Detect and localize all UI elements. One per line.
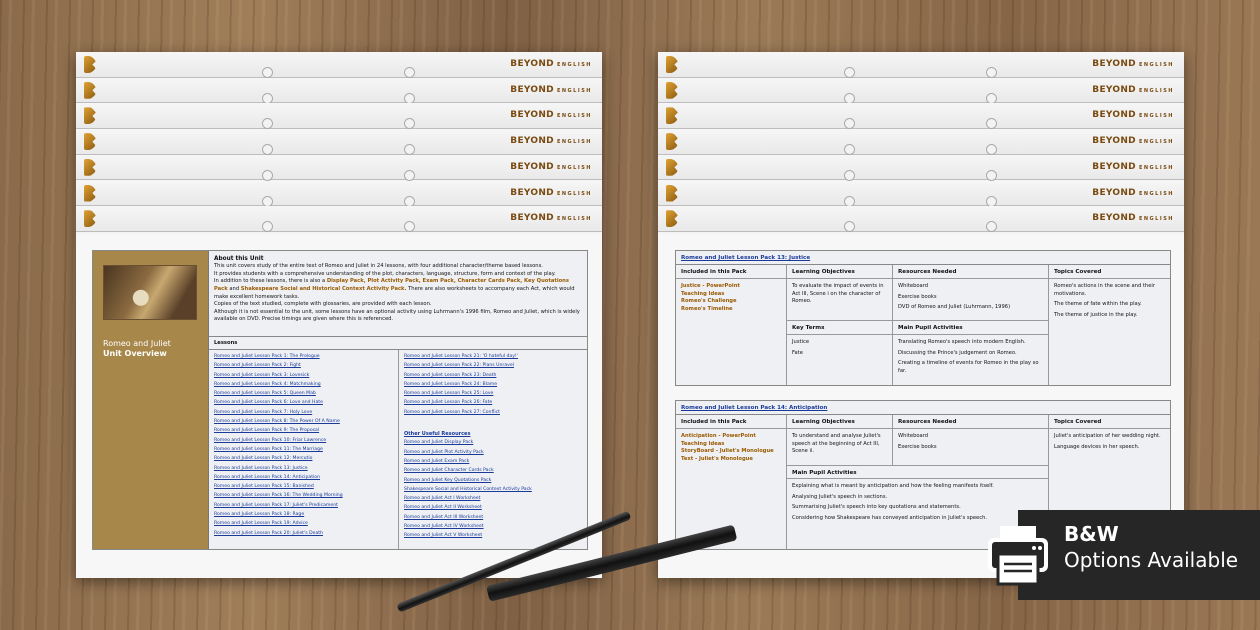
- brand-sub-text: ENGLISH: [1138, 113, 1174, 120]
- badge-title: B&W: [1064, 522, 1119, 546]
- lesson-link[interactable]: Romeo and Juliet Lesson Pack 21: 'O hateful day!': [404, 354, 519, 359]
- punch-hole: [262, 170, 273, 181]
- brand-name-text: BEYOND: [510, 213, 554, 224]
- beyond-logo-icon: [666, 82, 678, 99]
- key-term-list: [787, 335, 893, 385]
- lesson-link[interactable]: Romeo and Juliet Lesson Pack 17: Juliet's Predicament: [214, 502, 338, 508]
- unit-overview-document: [76, 52, 602, 578]
- brand-name: [1092, 188, 1174, 198]
- punch-hole: [262, 67, 273, 78]
- topic-item-list: [1049, 279, 1170, 385]
- beyond-logo-icon: [666, 133, 678, 150]
- lesson-link[interactable]: Romeo and Juliet Lesson Pack 12: Mercutio: [214, 456, 313, 462]
- brand-name: [510, 59, 592, 69]
- header-included: Included in this Pack: [676, 265, 787, 279]
- about-section: [209, 251, 587, 337]
- brand-sub-text: ENGLISH: [1138, 139, 1174, 146]
- page-header-strip: [76, 181, 602, 207]
- brand-name-text: BEYOND: [1092, 84, 1136, 95]
- resource-item: Whiteboard: [898, 283, 929, 289]
- sidebar-title: [103, 339, 171, 360]
- lesson-link[interactable]: Romeo and Juliet Lesson Pack 13: Justice: [214, 465, 308, 471]
- included-resource-link[interactable]: Teaching Ideas: [681, 290, 725, 297]
- unit-overview-table: [92, 250, 588, 550]
- printer-icon: [986, 524, 1050, 586]
- lesson-link[interactable]: Romeo and Juliet Lesson Pack 9: The Proposal: [214, 428, 320, 434]
- brand-name-text: BEYOND: [510, 136, 554, 147]
- activity-item: Translating Romeo's speech into modern English.: [898, 339, 1026, 345]
- punch-hole: [262, 93, 273, 104]
- resource-link-list: [404, 440, 582, 542]
- lesson-link[interactable]: Romeo and Juliet Lesson Pack 25: Love: [404, 391, 494, 397]
- punch-hole: [986, 221, 997, 232]
- resource-item: Exercise books: [898, 443, 937, 450]
- objectives-text: To understand and analyse Juliet's speech at the beginning of Act III, Scene ii.: [787, 429, 893, 465]
- punch-hole: [844, 93, 855, 104]
- punch-hole: [986, 170, 997, 181]
- brand-sub-text: ENGLISH: [1138, 164, 1174, 171]
- brand-sub-text: ENGLISH: [556, 139, 592, 146]
- punch-hole: [262, 221, 273, 232]
- topic-item: Juliet's anticipation of her wedding night.: [1054, 433, 1161, 439]
- brand-name: [1092, 110, 1174, 120]
- punch-hole: [986, 93, 997, 104]
- resource-link[interactable]: Romeo and Juliet Plot Activity Pack: [404, 449, 484, 455]
- resource-link[interactable]: Romeo and Juliet Act IV Worksheet: [404, 524, 484, 530]
- brand-name-text: BEYOND: [1092, 187, 1136, 198]
- header-included: Included in this Pack: [676, 415, 787, 429]
- header-objectives: Learning Objectives: [787, 265, 893, 279]
- page-header-strip: [76, 155, 602, 181]
- punch-hole: [844, 144, 855, 155]
- topic-item: Romeo's actions in the scene and their motivations.: [1054, 283, 1155, 297]
- brand-name: [1092, 59, 1174, 69]
- beyond-logo-icon: [84, 185, 96, 202]
- punch-hole: [404, 93, 415, 104]
- included-resource-link[interactable]: StoryBoard - Juliet's Monologue: [681, 448, 774, 455]
- included-resource-link[interactable]: Teaching Ideas: [681, 440, 725, 447]
- lesson-link[interactable]: Romeo and Juliet Lesson Pack 7: Holy Love: [214, 409, 313, 415]
- page-header-strip: [76, 206, 602, 232]
- brand-sub-text: ENGLISH: [556, 113, 592, 120]
- resource-link[interactable]: Romeo and Juliet Display Pack: [404, 440, 474, 446]
- resource-link[interactable]: Shakespeare Social and Historical Context Activity Pack.: [240, 285, 407, 292]
- sidebar: [93, 251, 209, 549]
- pack-title-link[interactable]: Romeo and Juliet Lesson Pack 13: Justice: [676, 251, 1170, 265]
- page-header-strip: [658, 52, 1184, 78]
- lesson-pack-13-table: [675, 250, 1171, 386]
- brand-name: [1092, 85, 1174, 95]
- lesson-link[interactable]: Romeo and Juliet Lesson Pack 4: Matchmaking: [214, 381, 321, 387]
- about-text: This unit covers study of the entire text of Romeo and Juliet in 24 lessons, with four additional character/theme based lessons.: [214, 263, 543, 270]
- lesson-link[interactable]: Romeo and Juliet Lesson Pack 27: Conflict: [404, 409, 500, 415]
- key-term: Justice: [792, 339, 810, 345]
- punch-hole: [844, 196, 855, 207]
- lesson-link[interactable]: Romeo and Juliet Lesson Pack 26: Fate: [404, 400, 493, 406]
- included-resource-link[interactable]: Romeo's Timeline: [681, 305, 733, 312]
- lesson-link[interactable]: Romeo and Juliet Lesson Pack 11: The Marriage: [214, 446, 323, 452]
- about-text: Although it is not essential to the unit, some lessons have an optional activity using Luhrmann's 1996 film, Romeo and Juliet, which is widely available on DVD. Precise timings are given where this is referenced.: [214, 308, 580, 323]
- lesson-link[interactable]: Romeo and Juliet Lesson Pack 10: Friar Lawrence: [214, 437, 327, 443]
- punch-hole: [404, 144, 415, 155]
- punch-hole: [986, 67, 997, 78]
- brand-sub-text: ENGLISH: [556, 87, 592, 94]
- resource-item-list: [893, 279, 1049, 321]
- topic-item: The theme of justice in the play.: [1054, 311, 1138, 318]
- resource-link[interactable]: Romeo and Juliet Act III Worksheet: [404, 514, 484, 520]
- page-header-strip: [658, 181, 1184, 207]
- page-header-strip: [658, 206, 1184, 232]
- resource-link[interactable]: Shakespeare Social and Historical Context Activity Pack: [404, 486, 532, 492]
- beyond-logo-icon: [84, 133, 96, 150]
- resource-item: Whiteboard: [898, 433, 929, 439]
- header-topics: Topics Covered: [1049, 415, 1170, 429]
- brand-name-text: BEYOND: [510, 110, 554, 121]
- brand-sub-text: ENGLISH: [1138, 87, 1174, 94]
- punch-hole: [262, 144, 273, 155]
- lesson-link[interactable]: Romeo and Juliet Lesson Pack 18: Rage: [214, 512, 305, 518]
- punch-hole: [404, 118, 415, 129]
- activity-item: Explaining what is meant by anticipation and how the feeling manifests itself.: [792, 483, 994, 489]
- front-page: [76, 234, 602, 578]
- topic-item: The theme of fate within the play.: [1054, 301, 1142, 308]
- about-text: In addition to these lessons, there is also a: [214, 278, 326, 285]
- brand-name-text: BEYOND: [1092, 59, 1136, 69]
- about-text: and: [229, 285, 240, 292]
- topic-item: Language devices in her speech.: [1054, 443, 1140, 450]
- bw-options-badge: [1018, 510, 1260, 600]
- resource-link[interactable]: Romeo and Juliet Act II Worksheet: [404, 505, 482, 511]
- punch-hole: [404, 196, 415, 207]
- lesson-link[interactable]: Romeo and Juliet Lesson Pack 5: Queen Mab: [214, 391, 316, 397]
- other-resources-heading[interactable]: Other Useful Resources: [404, 431, 471, 438]
- punch-hole: [404, 67, 415, 78]
- brand-name: [510, 110, 592, 120]
- punch-hole: [262, 196, 273, 207]
- lesson-link[interactable]: Romeo and Juliet Lesson Pack 24: Blame: [404, 381, 498, 387]
- resource-link[interactable]: Romeo and Juliet Act I Worksheet: [404, 496, 481, 502]
- page-header-strip: [76, 78, 602, 104]
- objectives-text: To evaluate the impact of events in Act III, Scene i on the character of Romeo.: [787, 279, 893, 321]
- beyond-logo-icon: [84, 159, 96, 176]
- about-text: There are also worksheets to accompany each Act, which would make excellent homework tasks.: [214, 285, 575, 300]
- lesson-packs-document: [658, 52, 1184, 578]
- header-activities: Main Pupil Activities: [893, 321, 1049, 335]
- brand-sub-text: ENGLISH: [1138, 190, 1174, 197]
- resource-item-list: [893, 429, 1049, 465]
- badge-subtitle: Options Available: [1064, 548, 1239, 572]
- activity-item-list: [893, 335, 1049, 385]
- resource-link[interactable]: Romeo and Juliet Key Quotations Pack: [404, 477, 492, 483]
- included-resource-link-list: [676, 279, 787, 385]
- resource-link[interactable]: Romeo and Juliet Exam Pack: [404, 458, 470, 464]
- brand-sub-text: ENGLISH: [556, 190, 592, 197]
- header-topics: Topics Covered: [1049, 265, 1170, 279]
- resource-item: Exercise books: [898, 293, 937, 300]
- brand-name-text: BEYOND: [510, 59, 554, 69]
- activity-item: Summarising Juliet's speech into key quotations and statements.: [792, 504, 961, 511]
- brand-name-text: BEYOND: [510, 187, 554, 198]
- brand-name: [510, 213, 592, 223]
- brand-sub-text: ENGLISH: [556, 164, 592, 171]
- lesson-link[interactable]: Romeo and Juliet Lesson Pack 15: Banished: [214, 484, 314, 490]
- brand-name: [1092, 136, 1174, 146]
- lesson-link[interactable]: Romeo and Juliet Lesson Pack 16: The Wedding Morning: [214, 493, 343, 499]
- punch-hole: [404, 221, 415, 232]
- lesson-link[interactable]: Romeo and Juliet Lesson Pack 23: Death: [404, 372, 497, 378]
- punch-hole: [986, 144, 997, 155]
- lesson-link[interactable]: Romeo and Juliet Lesson Pack 2: Fight: [214, 363, 301, 369]
- brand-name: [510, 188, 592, 198]
- resource-item: DVD of Romeo and Juliet (Luhrmann, 1996): [898, 304, 1011, 311]
- lessons-column-1: [209, 350, 399, 549]
- header-resources: Resources Needed: [893, 415, 1049, 429]
- brand-name-text: BEYOND: [510, 84, 554, 95]
- punch-hole: [844, 221, 855, 232]
- pack-title-link[interactable]: Romeo and Juliet Lesson Pack 14: Anticipation: [676, 401, 1170, 415]
- punch-hole: [404, 170, 415, 181]
- about-heading: About this Unit: [214, 256, 264, 262]
- brand-name-text: BEYOND: [1092, 161, 1136, 172]
- resource-link[interactable]: Romeo and Juliet Act V Worksheet: [404, 533, 483, 539]
- lesson-link[interactable]: Romeo and Juliet Lesson Pack 14: Anticipation: [214, 474, 320, 480]
- page-header-strip: [658, 78, 1184, 104]
- brand-name: [1092, 162, 1174, 172]
- brand-name-text: BEYOND: [1092, 110, 1136, 121]
- key-term: Fate: [792, 349, 803, 356]
- included-resource-link[interactable]: Justice - PowerPoint: [681, 283, 740, 289]
- lesson-link[interactable]: Romeo and Juliet Lesson Pack 8: The Power Of A Name: [214, 419, 340, 425]
- brand-name-text: BEYOND: [1092, 213, 1136, 224]
- header-objectives: Learning Objectives: [787, 415, 893, 429]
- punch-hole: [986, 196, 997, 207]
- beyond-logo-icon: [666, 107, 678, 124]
- punch-hole: [986, 118, 997, 129]
- brand-sub-text: ENGLISH: [556, 216, 592, 223]
- lesson-link[interactable]: Romeo and Juliet Lesson Pack 22: Plans Unravel: [404, 363, 514, 369]
- lesson-link-list: [404, 354, 582, 419]
- sidebar-title-line1: Romeo and Juliet: [103, 339, 171, 348]
- page-header-strip: [658, 155, 1184, 181]
- brand-name: [510, 136, 592, 146]
- beyond-logo-icon: [84, 107, 96, 124]
- brand-name: [1092, 213, 1174, 223]
- lesson-link[interactable]: Romeo and Juliet Lesson Pack 1: The Prologue: [214, 354, 320, 359]
- sidebar-title-line2: Unit Overview: [103, 349, 167, 359]
- beyond-logo-icon: [84, 210, 96, 227]
- header-key-terms: Key Terms: [787, 321, 893, 335]
- punch-hole: [844, 118, 855, 129]
- beyond-logo-icon: [666, 210, 678, 227]
- about-text: Copies of the text studied, complete with glossaries, are provided with each lesson.: [214, 301, 432, 308]
- page-header-strip: [658, 129, 1184, 155]
- beyond-logo-icon: [84, 56, 96, 73]
- resource-link[interactable]: Romeo and Juliet Character Cards Pack: [404, 468, 494, 474]
- activity-item: Creating a timeline of events for Romeo in the play so far.: [898, 360, 1039, 374]
- brand-name: [510, 85, 592, 95]
- brand-name-text: BEYOND: [510, 161, 554, 172]
- page-header-strip: [658, 103, 1184, 129]
- page-header-strip: [76, 52, 602, 78]
- included-resource-link[interactable]: Anticipation - PowerPoint: [681, 433, 756, 439]
- lesson-link[interactable]: Romeo and Juliet Lesson Pack 19: Advice: [214, 521, 308, 527]
- lessons-heading: Lessons: [209, 337, 587, 350]
- activity-item: Discussing the Prince's judgement on Romeo.: [898, 349, 1017, 356]
- brand-sub-text: ENGLISH: [1138, 62, 1174, 68]
- beyond-logo-icon: [666, 185, 678, 202]
- beyond-logo-icon: [666, 56, 678, 73]
- lessons-column-2: [399, 350, 587, 549]
- included-resource-link[interactable]: Romeo's Challenge: [681, 298, 737, 305]
- about-text: It provides students with a comprehensive understanding of the plot, characters, language, structure, form and context of the play.: [214, 270, 556, 277]
- included-resource-link[interactable]: Text - Juliet's Monologue: [681, 455, 753, 462]
- beyond-logo-icon: [84, 82, 96, 99]
- header-resources: Resources Needed: [893, 265, 1049, 279]
- page-header-strip: [76, 129, 602, 155]
- resource-links[interactable]: Display Pack, Plot Activity Pack, Exam Pack, Character Cards Pack, Key Quotations Pack: [214, 278, 569, 292]
- punch-hole: [844, 67, 855, 78]
- lesson-link[interactable]: Romeo and Juliet Lesson Pack 3: Lovesick: [214, 372, 310, 378]
- brand-sub-text: ENGLISH: [556, 62, 592, 68]
- brand-sub-text: ENGLISH: [1138, 216, 1174, 223]
- punch-hole: [262, 118, 273, 129]
- brand-name: [510, 162, 592, 172]
- lesson-link[interactable]: Romeo and Juliet Lesson Pack 20: Juliet's Death: [214, 530, 323, 536]
- header-activities: Main Pupil Activities: [787, 465, 1049, 479]
- painting-image: [103, 265, 197, 320]
- punch-hole: [844, 170, 855, 181]
- beyond-logo-icon: [666, 159, 678, 176]
- page-header-strip: [76, 103, 602, 129]
- lesson-link[interactable]: Romeo and Juliet Lesson Pack 6: Love and Hate: [214, 400, 323, 406]
- brand-name-text: BEYOND: [1092, 136, 1136, 147]
- activity-item: Considering how Shakespeare has conveyed anticipation in Juliet's speech.: [792, 514, 988, 521]
- activity-item: Analysing Juliet's speech in sections.: [792, 493, 888, 500]
